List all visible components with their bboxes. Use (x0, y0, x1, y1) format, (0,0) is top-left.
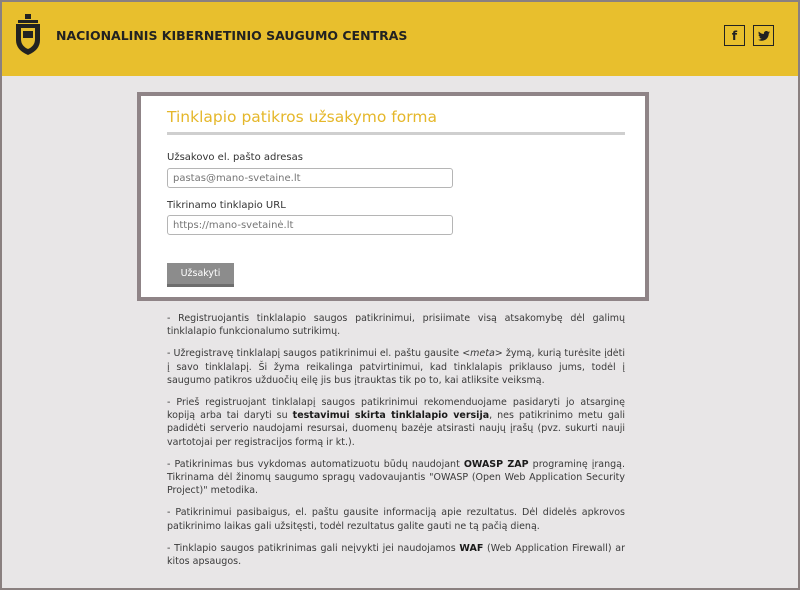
title-divider (167, 132, 625, 135)
site-header (0, 0, 800, 76)
note-backup-bold: testavimui skirta tinklalapio versija (292, 410, 490, 422)
email-label: Užsakovo el. pašto adresas (167, 152, 303, 163)
order-form-card (137, 92, 649, 301)
submit-button[interactable]: Užsakyti (167, 263, 234, 287)
url-input[interactable] (167, 215, 453, 235)
note-owasp (167, 458, 625, 498)
site-title[interactable]: NACIONALINIS KIBERNETINIO SAUGUMO CENTRAS (56, 28, 408, 43)
facebook-icon[interactable] (724, 25, 745, 46)
note-backup (167, 396, 625, 449)
note-waf-bold: WAF (459, 542, 484, 554)
email-input[interactable] (167, 168, 453, 188)
meta-tag-name: <meta> (462, 348, 503, 360)
note-results: - Patikrinimui pasibaigus, el. paštu gausite informaciją apie rezultatus. Dėl didelės apkrovos patikrinimo laikas gali užsitęsti, todėl rezultatus galite gauti ne tą pačią dieną. (167, 507, 625, 532)
note-owasp-text-b: programinę įrangą. Tikrinama dėl žinomų saugumo spragų vadovaujantis "OWASP (Open Web Application Security Project)" metodika. (167, 458, 626, 497)
twitter-bird-icon (758, 31, 770, 41)
note-backup-text-b: , nes patikrinimo metu gali padidėti serverio naudojami resursai, duomenų bazėje atsirasti naujų įrašų (pvz. sukurti nauji vartotojai per registracijos formą ir kt.). (167, 410, 625, 448)
note-waf (167, 542, 625, 568)
twitter-icon[interactable] (753, 25, 774, 46)
shield-logo-icon[interactable] (14, 14, 42, 56)
facebook-glyph: f (731, 28, 738, 43)
form-title: Tinklapio patikros užsakymo forma (167, 108, 437, 126)
note-responsibility: - Registruojantis tinklalapio saugos patikrinimui, prisiimate visą atsakomybę dėl galimų tinklalapio funkcionalumo sutrikimų. (167, 313, 625, 338)
note-waf-text-b: (Web Application Firewall) ar kitos apsaugos. (167, 542, 625, 568)
note-waf-text-a: - Tinklapio saugos patikrinimas gali neįvykti jei naudojamos (167, 542, 460, 554)
note-meta-tag-text-b: žymą, kurią turėsite įdėti į savo tinklalapį. Ši žyma reikalinga patvirtinimui, kad tinklalapis priklauso jums, todėl į saugumo patikros užduočių eilę jis bus įtrauktas tik po to, kai atliksite veiksmą. (167, 348, 625, 386)
note-owasp-text-a: - Patikrinimas bus vykdomas automatizuotu būdų naudojant (167, 458, 464, 470)
note-owasp-bold: OWASP ZAP (463, 458, 529, 470)
note-meta-tag-text-a: - Užregistravę tinklalapį saugos patikrinimui el. paštu gausite (167, 348, 463, 360)
info-notes (167, 312, 625, 577)
note-meta-tag (167, 347, 625, 387)
note-backup-text-a: - Prieš registruojant tinklalapį saugos patikrinimui rekomenduojame pasidaryti jo atsarginę kopiją arba tai daryti su (167, 397, 625, 422)
url-label: Tikrinamo tinklapio URL (167, 200, 286, 211)
